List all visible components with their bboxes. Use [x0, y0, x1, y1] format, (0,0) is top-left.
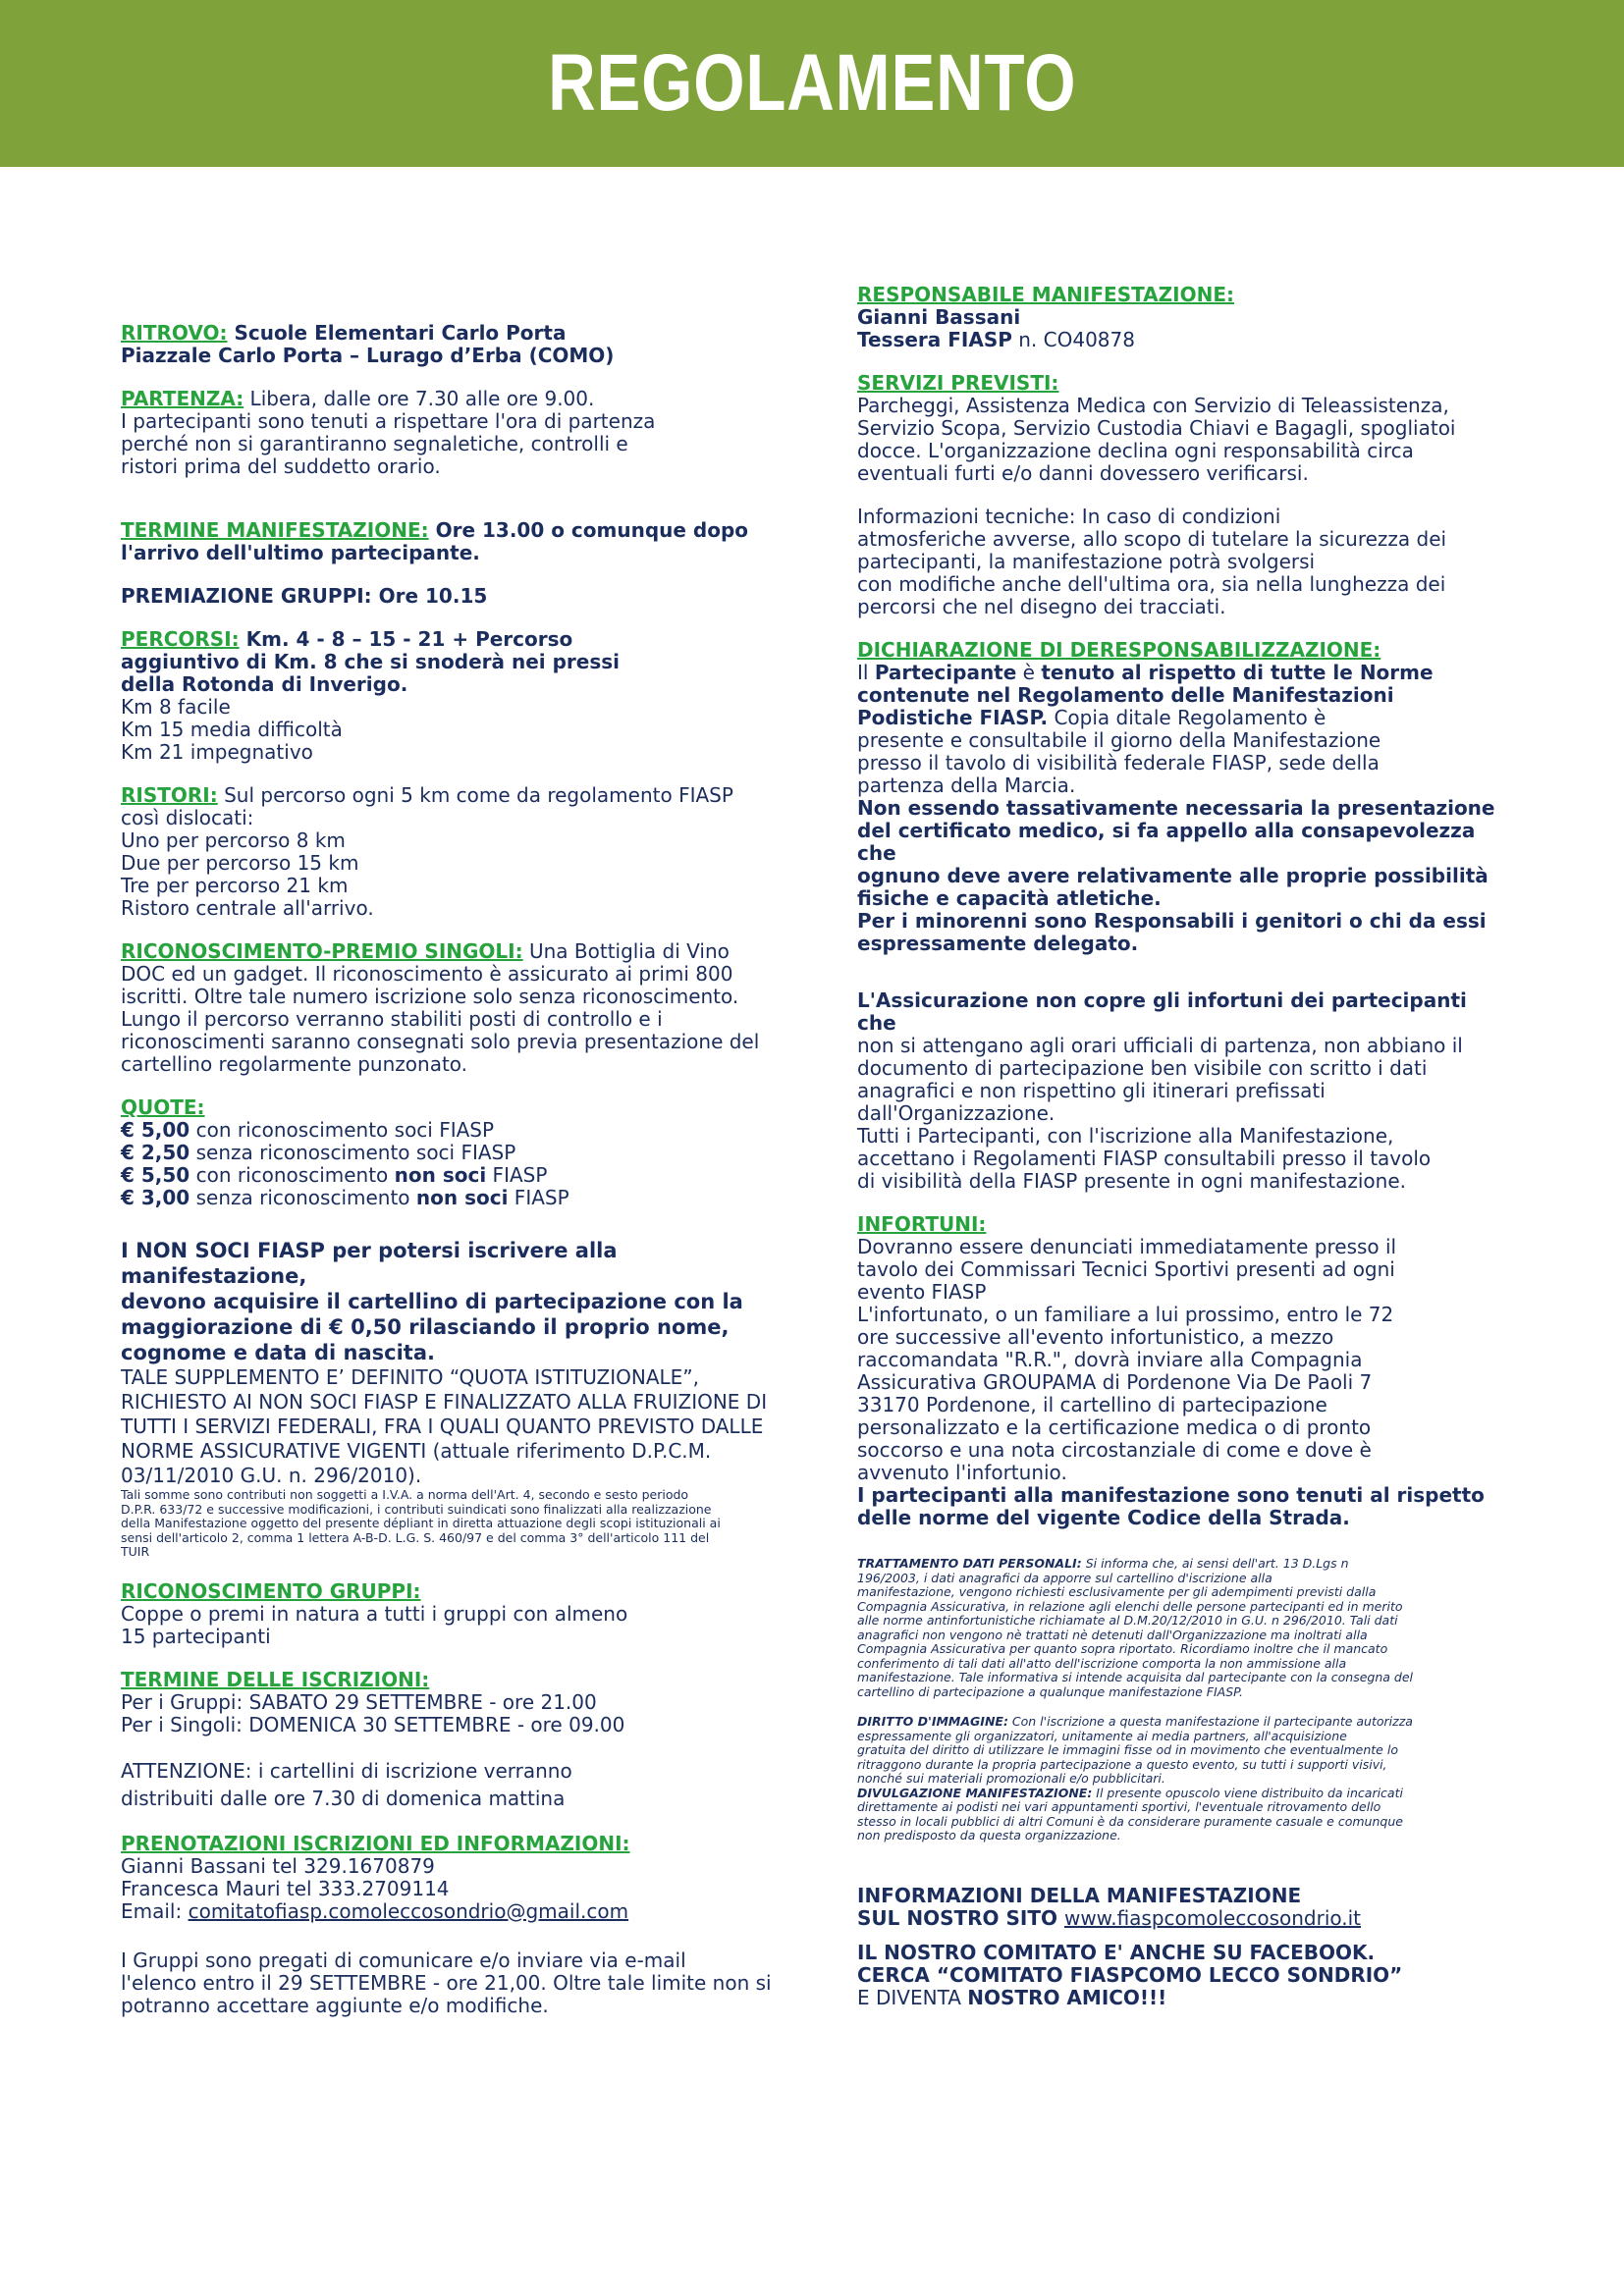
- attenzione-line: ATTENZIONE: i cartellini di iscrizione verranno: [121, 1758, 572, 1783]
- tecniche-line: partecipanti, la manifestazione potrà svolgersi: [857, 550, 1316, 573]
- dichiarazione-line: partenza della Marcia.: [857, 774, 1076, 797]
- nonsoci-line: 03/11/2010 G.U. n. 296/2010).: [121, 1464, 422, 1487]
- termine-text: Ore 13.00 o comunque dopo: [428, 518, 749, 542]
- tecniche-line: Informazioni tecniche: In caso di condizioni: [857, 505, 1281, 528]
- iscrizioni-heading: TERMINE DELLE ISCRIZIONI:: [121, 1667, 430, 1691]
- termine-text: l'arrivo dell'ultimo partecipante.: [121, 541, 480, 564]
- prenotazioni-section: [121, 1833, 808, 1923]
- nonsoci-note: della Manifestazione oggetto del presente dépliant in diretta attuazione degli scopi istituzionali ai: [121, 1516, 721, 1530]
- quote-row: [121, 1142, 808, 1164]
- dichiarazione-bold: Per i minorenni sono Responsabili i genitori o chi da essi: [857, 909, 1487, 933]
- final-section: [121, 1944, 808, 2017]
- quote-price: € 5,50: [121, 1163, 190, 1187]
- partenza-line: ristori prima del suddetto orario.: [121, 454, 441, 478]
- dichiarazione-section: [857, 639, 1495, 955]
- left-column: [121, 322, 808, 2038]
- facebook-line: IL NOSTRO COMITATO E' ANCHE SU FACEBOOK.: [857, 1940, 1376, 1964]
- tecniche-line: atmosferiche avverse, allo scopo di tutelare la sicurezza dei: [857, 527, 1447, 551]
- quote-bold: non soci: [415, 1186, 509, 1209]
- assicurazione-line: anagrafici e non rispettino gli itinerari prefissati: [857, 1079, 1326, 1102]
- riconoscimento-line: iscritti. Oltre tale numero iscrizione solo senza riconoscimento.: [121, 985, 739, 1008]
- quote-section: [121, 1096, 808, 1209]
- privacy-line: manifestazione, vengono richiesti esclusivamente per gli adempimenti previsti dalla: [857, 1584, 1377, 1599]
- percorsi-line: Km 15 media difficoltà: [121, 718, 343, 741]
- nonsoci-note: sensi dell'articolo 2, comma 1 lettera A-B-D. L.G. S. 460/97 e del comma 3° dell'articolo 111 del: [121, 1529, 710, 1545]
- privacy-line: cartellino di partecipazione a qualunque manifestazione FIASP.: [857, 1683, 1243, 1699]
- ristori-line: così dislocati:: [121, 806, 254, 829]
- tecniche-line: percorsi che nel disegno dei tracciati.: [857, 595, 1226, 618]
- quote-row: [121, 1164, 808, 1187]
- dichiarazione-line: presente e consultabile il giorno della Manifestazione: [857, 728, 1381, 752]
- responsabile-section: [857, 284, 1495, 351]
- dichiarazione-bold: Partecipante: [874, 661, 1017, 684]
- ristori-section: [121, 784, 808, 920]
- gruppi-heading: RICONOSCIMENTO GRUPPI:: [121, 1578, 421, 1603]
- nonsoci-line: TALE SUPPLEMENTO E’ DEFINITO “QUOTA ISTITUZIONALE”,: [121, 1365, 700, 1389]
- assicurazione-section: [857, 976, 1495, 1193]
- infortuni-section: [857, 1213, 1495, 1529]
- termine-section: [121, 519, 808, 564]
- dichiarazione-bold: espressamente delegato.: [857, 932, 1139, 955]
- immagine-line: espressamente gli organizzatori, unitamente ai media partners, all'acquisizione: [857, 1728, 1347, 1743]
- infortuni-line: L'infortunato, o un familiare a lui prossimo, entro le 72: [857, 1303, 1394, 1326]
- final-line: l'elenco entro il 29 SETTEMBRE - ore 21,00. Oltre tale limite non si: [121, 1970, 772, 1995]
- ritrovo-text: Scuole Elementari Carlo Porta: [227, 321, 567, 345]
- percorsi-bold: Km. 4 - 8 – 15 - 21 + Percorso: [239, 627, 573, 651]
- riconoscimento-line: Una Bottiglia di Vino: [522, 939, 730, 963]
- dichiarazione-bold: contenute nel Regolamento delle Manifestazioni: [857, 683, 1394, 707]
- nonsoci-note: TUIR: [121, 1544, 150, 1559]
- nonsoci-bold: I NON SOCI FIASP per potersi iscrivere alla manifestazione,: [121, 1239, 618, 1288]
- partenza-line: I partecipanti sono tenuti a rispettare l'ora di partenza: [121, 409, 656, 433]
- percorsi-line: Km 21 impegnativo: [121, 740, 313, 764]
- email-link[interactable]: comitatofiasp.comoleccosondrio@gmail.com: [188, 1898, 629, 1923]
- assicurazione-line: non si attengano agli orari ufficiali di partenza, non abbiano il: [857, 1034, 1463, 1057]
- ritrovo-address: Piazzale Carlo Porta – Lurago d’Erba (COMO): [121, 344, 615, 367]
- info-section: [857, 1885, 1495, 1930]
- infortuni-line: Dovranno essere denunciati immediatamente presso il: [857, 1235, 1397, 1258]
- tecniche-section: [857, 506, 1495, 618]
- final-line: I Gruppi sono pregati di comunicare e/o inviare via e-mail: [121, 1948, 686, 1972]
- servizi-line: eventuali furti e/o danni dovessero verificarsi.: [857, 461, 1309, 485]
- infortuni-line: raccomandata "R.R.", dovrà inviare alla Compagnia: [857, 1348, 1363, 1371]
- infortuni-line: avvenuto l'infortunio.: [857, 1461, 1067, 1484]
- nonsoci-line: RICHIESTO AI NON SOCI FIASP E FINALIZZATO ALLA FRUIZIONE DI: [121, 1390, 768, 1414]
- servizi-line: Servizio Scopa, Servizio Custodia Chiavi e Bagagli, spogliatoi: [857, 416, 1456, 440]
- title-banner: [0, 0, 1624, 167]
- premiazione-text: PREMIAZIONE GRUPPI: Ore 10.15: [121, 584, 488, 608]
- privacy-line: Compagnia Assicurativa, in relazione agli elenchi delle persone partecipanti ed in merito: [857, 1598, 1403, 1614]
- email-label: Email:: [121, 1898, 189, 1923]
- infortuni-line: ore successive all'evento infortunistico, a mezzo: [857, 1325, 1334, 1349]
- quote-heading: QUOTE:: [121, 1095, 205, 1119]
- ristori-line: Tre per percorso 21 km: [121, 874, 349, 897]
- iscrizioni-section: [121, 1669, 808, 1736]
- responsabile-heading: RESPONSABILE MANIFESTAZIONE:: [857, 283, 1235, 306]
- attenzione-line: distribuiti dalle ore 7.30 di domenica mattina: [121, 1786, 566, 1810]
- percorsi-bold: della Rotonda di Inverigo.: [121, 672, 408, 696]
- ristori-line: Ristoro centrale all'arrivo.: [121, 896, 374, 920]
- immagine-line: gratuita del diritto di utilizzare le immagini fisse od in movimento che eventualmente lo: [857, 1742, 1398, 1757]
- dichiarazione-bold: tenuto al rispetto di tutte le Norme: [1041, 661, 1434, 684]
- nonsoci-note: D.P.R. 633/72 e successive modificazioni, i contributi suindicati sono finalizzati alla realizzazione: [121, 1501, 712, 1517]
- privacy-line: 196/2003, i dati anagrafici da apporre sul cartellino d'iscrizione alla: [857, 1570, 1272, 1585]
- servizi-line: docce. L'organizzazione declina ogni responsabilità circa: [857, 439, 1414, 462]
- nonsoci-bold: maggiorazione di € 0,50 rilasciando il proprio nome,: [121, 1315, 730, 1339]
- privacy-line: alle norme antinfortunistiche richiamate al D.M.20/12/2010 in G.U. n 296/2010. Tali dati: [857, 1613, 1398, 1628]
- facebook-line: NOSTRO AMICO!!!: [967, 1985, 1167, 2009]
- quote-text: con riconoscimento: [189, 1163, 395, 1187]
- infortuni-bold: I partecipanti alla manifestazione sono tenuti al rispetto: [857, 1483, 1485, 1507]
- quote-row: [121, 1119, 808, 1142]
- infortuni-line: evento FIASP: [857, 1280, 987, 1304]
- assicurazione-line: accettano i Regolamenti FIASP consultabili presso il tavolo: [857, 1147, 1432, 1170]
- info-line: SUL NOSTRO SITO: [857, 1905, 1064, 1930]
- riconoscimento-line: cartellino regolarmente punzonato.: [121, 1052, 468, 1076]
- nonsoci-bold: cognome e data di nascita.: [121, 1341, 435, 1364]
- percorsi-section: [121, 628, 808, 764]
- privacy-line: Si informa che, ai sensi dell'art. 13 D.Lgs n: [1081, 1556, 1349, 1571]
- quote-price: € 5,00: [121, 1118, 190, 1142]
- immagine-line: nonché sui materiali promozionali e/o pubblicitari.: [857, 1771, 1165, 1786]
- riconoscimento-line: riconoscimenti saranno consegnati solo previa presentazione del: [121, 1030, 760, 1053]
- gruppi-section: [121, 1580, 808, 1648]
- privacy-line: manifestazione. Tale informativa si intende acquisita dal partecipante con la consegna del: [857, 1670, 1413, 1684]
- divulgazione-line: non predisposto da questa organizzazione.: [857, 1828, 1121, 1842]
- tessera-number: n. CO40878: [1011, 328, 1135, 351]
- immagine-line: Con l'iscrizione a questa manifestazione il partecipante autorizza: [1007, 1714, 1413, 1729]
- assicurazione-line: dall'Organizzazione.: [857, 1101, 1056, 1125]
- dichiarazione-text: Copia ditale Regolamento è: [1048, 706, 1326, 729]
- quote-bold: non soci: [394, 1163, 487, 1187]
- dichiarazione-bold: fisiche e capacità atletiche.: [857, 886, 1162, 910]
- tessera-label: Tessera FIASP: [857, 328, 1012, 351]
- contact-line: Francesca Mauri tel 333.2709114: [121, 1876, 450, 1900]
- quote-price: € 2,50: [121, 1141, 190, 1164]
- quote-text: senza riconoscimento: [189, 1186, 416, 1209]
- infortuni-line: soccorso e una nota circostanziale di come e dove è: [857, 1438, 1372, 1462]
- quote-text: FIASP: [508, 1186, 569, 1209]
- dichiarazione-bold: Non essendo tassativamente necessaria la presentazione: [857, 796, 1495, 820]
- immagine-line: ritraggono durante la propria partecipazione a questo evento, su tutti i supporti visivi,: [857, 1756, 1387, 1772]
- infortuni-bold: delle norme del vigente Codice della Strada.: [857, 1506, 1350, 1529]
- immagine-section: [857, 1715, 1495, 1843]
- servizi-heading: SERVIZI PREVISTI:: [857, 371, 1059, 395]
- infortuni-line: 33170 Pordenone, il cartellino di partecipazione: [857, 1393, 1327, 1416]
- ritrovo-section: [121, 322, 808, 367]
- infortuni-line: Assicurativa GROUPAMA di Pordenone Via De Paoli 7: [857, 1370, 1373, 1394]
- assicurazione-bold: L'Assicurazione non copre gli infortuni dei partecipanti che: [857, 988, 1467, 1035]
- facebook-line: CERCA “COMITATO FIASPCOMO LECCO SONDRIO”: [857, 1962, 1403, 1987]
- iscrizioni-line: Per i Gruppi: SABATO 29 SETTEMBRE - ore 21.00: [121, 1689, 597, 1714]
- ristori-line: Due per percorso 15 km: [121, 851, 359, 875]
- nonsoci-section: [121, 1230, 808, 1560]
- quote-text: senza riconoscimento soci FIASP: [189, 1141, 516, 1164]
- ristori-heading: RISTORI:: [121, 783, 218, 807]
- divulgazione-label: DIVULGAZIONE MANIFESTAZIONE:: [857, 1785, 1093, 1800]
- divulgazione-line: Il presente opuscolo viene distribuito da incaricati: [1092, 1785, 1403, 1800]
- dichiarazione-text: Il: [857, 661, 875, 684]
- page-title: REGOLAMENTO: [547, 38, 1077, 128]
- percorsi-heading: PERCORSI:: [121, 627, 240, 651]
- partenza-line: perché non si garantiranno segnaletiche, controlli e: [121, 432, 628, 455]
- riconoscimento-line: DOC ed un gadget. Il riconoscimento è assicurato ai primi 800: [121, 962, 733, 986]
- responsabile-name: Gianni Bassani: [857, 305, 1021, 329]
- infortuni-line: tavolo dei Commissari Tecnici Sportivi presenti ad ogni: [857, 1257, 1395, 1281]
- prenotazioni-heading: PRENOTAZIONI ISCRIZIONI ED INFORMAZIONI:: [121, 1831, 630, 1855]
- nonsoci-line: NORME ASSICURATIVE VIGENTI (attuale riferimento D.P.C.M.: [121, 1439, 712, 1463]
- riconoscimento-line: Lungo il percorso verranno stabiliti posti di controllo e i: [121, 1007, 663, 1031]
- quote-row: [121, 1187, 808, 1209]
- percorsi-line: Km 8 facile: [121, 695, 231, 719]
- percorsi-bold: aggiuntivo di Km. 8 che si snoderà nei pressi: [121, 650, 620, 673]
- privacy-section: [857, 1557, 1495, 1699]
- privacy-line: conferimento di tali dati all'atto dell'iscrizione comporta la non ammissione alla: [857, 1655, 1347, 1671]
- gruppi-line: Coppe o premi in natura a tutti i gruppi con almeno: [121, 1601, 628, 1626]
- facebook-line: E DIVENTA: [857, 1985, 968, 2009]
- assicurazione-line: Tutti i Partecipanti, con l'iscrizione alla Manifestazione,: [857, 1124, 1394, 1148]
- assicurazione-line: documento di partecipazione ben visibile con scritto i dati: [857, 1056, 1428, 1080]
- partenza-heading: PARTENZA:: [121, 387, 244, 410]
- dichiarazione-bold: del certificato medico, si fa appello alla consapevolezza che: [857, 819, 1476, 865]
- privacy-line: Compagnia Assicurativa per quanto sopra riportato. Ricordiamo inoltre che il mancato: [857, 1641, 1388, 1656]
- servizi-line: Parcheggi, Assistenza Medica con Servizio di Teleassistenza,: [857, 394, 1449, 417]
- privacy-label: TRATTAMENTO DATI PERSONALI:: [857, 1556, 1082, 1571]
- final-line: potranno accettare aggiunte e/o modifiche.: [121, 1993, 549, 2017]
- assicurazione-line: di visibilità della FIASP presente in ogni manifestazione.: [857, 1169, 1406, 1193]
- dichiarazione-heading: DICHIARAZIONE DI DERESPONSABILIZZAZIONE:: [857, 638, 1381, 662]
- riconoscimento-section: [121, 940, 808, 1076]
- privacy-line: anagrafici non vengono nè trattati nè detenuti dall'Organizzazione ma inoltrati alla: [857, 1627, 1368, 1642]
- attenzione-section: [121, 1757, 808, 1812]
- quote-text: FIASP: [486, 1163, 548, 1187]
- website-link[interactable]: www.fiaspcomoleccosondrio.it: [1063, 1905, 1362, 1930]
- gruppi-line: 15 partecipanti: [121, 1624, 271, 1648]
- divulgazione-line: stesso in locali pubblici di altri Comuni è da considerare puramente casuale e comunque: [857, 1813, 1403, 1829]
- nonsoci-note: Tali somme sono contributi non soggetti a I.V.A. a norma dell'Art. 4, secondo e sesto periodo: [121, 1487, 689, 1502]
- immagine-label: DIRITTO D'IMMAGINE:: [857, 1714, 1008, 1729]
- info-line: INFORMAZIONI DELLA MANIFESTAZIONE: [857, 1883, 1302, 1907]
- contact-line: Gianni Bassani tel 329.1670879: [121, 1853, 435, 1878]
- iscrizioni-line: Per i Singoli: DOMENICA 30 SETTEMBRE - ore 09.00: [121, 1712, 625, 1736]
- nonsoci-bold: devono acquisire il cartellino di partecipazione con la: [121, 1290, 743, 1313]
- tecniche-line: con modifiche anche dell'ultima ora, sia nella lunghezza dei: [857, 572, 1446, 596]
- quote-text: con riconoscimento soci FIASP: [189, 1118, 495, 1142]
- dichiarazione-line: presso il tavolo di visibilità federale FIASP, sede della: [857, 751, 1380, 774]
- partenza-section: [121, 388, 808, 478]
- infortuni-heading: INFORTUNI:: [857, 1212, 987, 1236]
- right-column: [857, 284, 1495, 2009]
- ritrovo-heading: RITROVO:: [121, 321, 228, 345]
- ristori-line: Uno per percorso 8 km: [121, 828, 346, 852]
- partenza-line: Libera, dalle ore 7.30 alle ore 9.00.: [244, 387, 595, 410]
- dichiarazione-bold: ognuno deve avere relativamente alle proprie possibilità: [857, 864, 1489, 887]
- facebook-section: [857, 1942, 1495, 2009]
- ristori-line: Sul percorso ogni 5 km come da regolamento FIASP: [217, 783, 733, 807]
- riconoscimento-heading: RICONOSCIMENTO-PREMIO SINGOLI:: [121, 939, 523, 963]
- divulgazione-line: direttamente ai podisti nei vari appuntamenti sportivi, l'eventuale ritrovamento dello: [857, 1799, 1381, 1814]
- quote-price: € 3,00: [121, 1186, 190, 1209]
- infortuni-line: personalizzato e la certificazione medica o di pronto: [857, 1415, 1372, 1439]
- dichiarazione-text: è: [1016, 661, 1042, 684]
- dichiarazione-bold: Podistiche FIASP.: [857, 706, 1049, 729]
- servizi-section: [857, 372, 1495, 485]
- termine-heading: TERMINE MANIFESTAZIONE:: [121, 518, 429, 542]
- nonsoci-line: TUTTI I SERVIZI FEDERALI, FRA I QUALI QUANTO PREVISTO DALLE: [121, 1415, 764, 1438]
